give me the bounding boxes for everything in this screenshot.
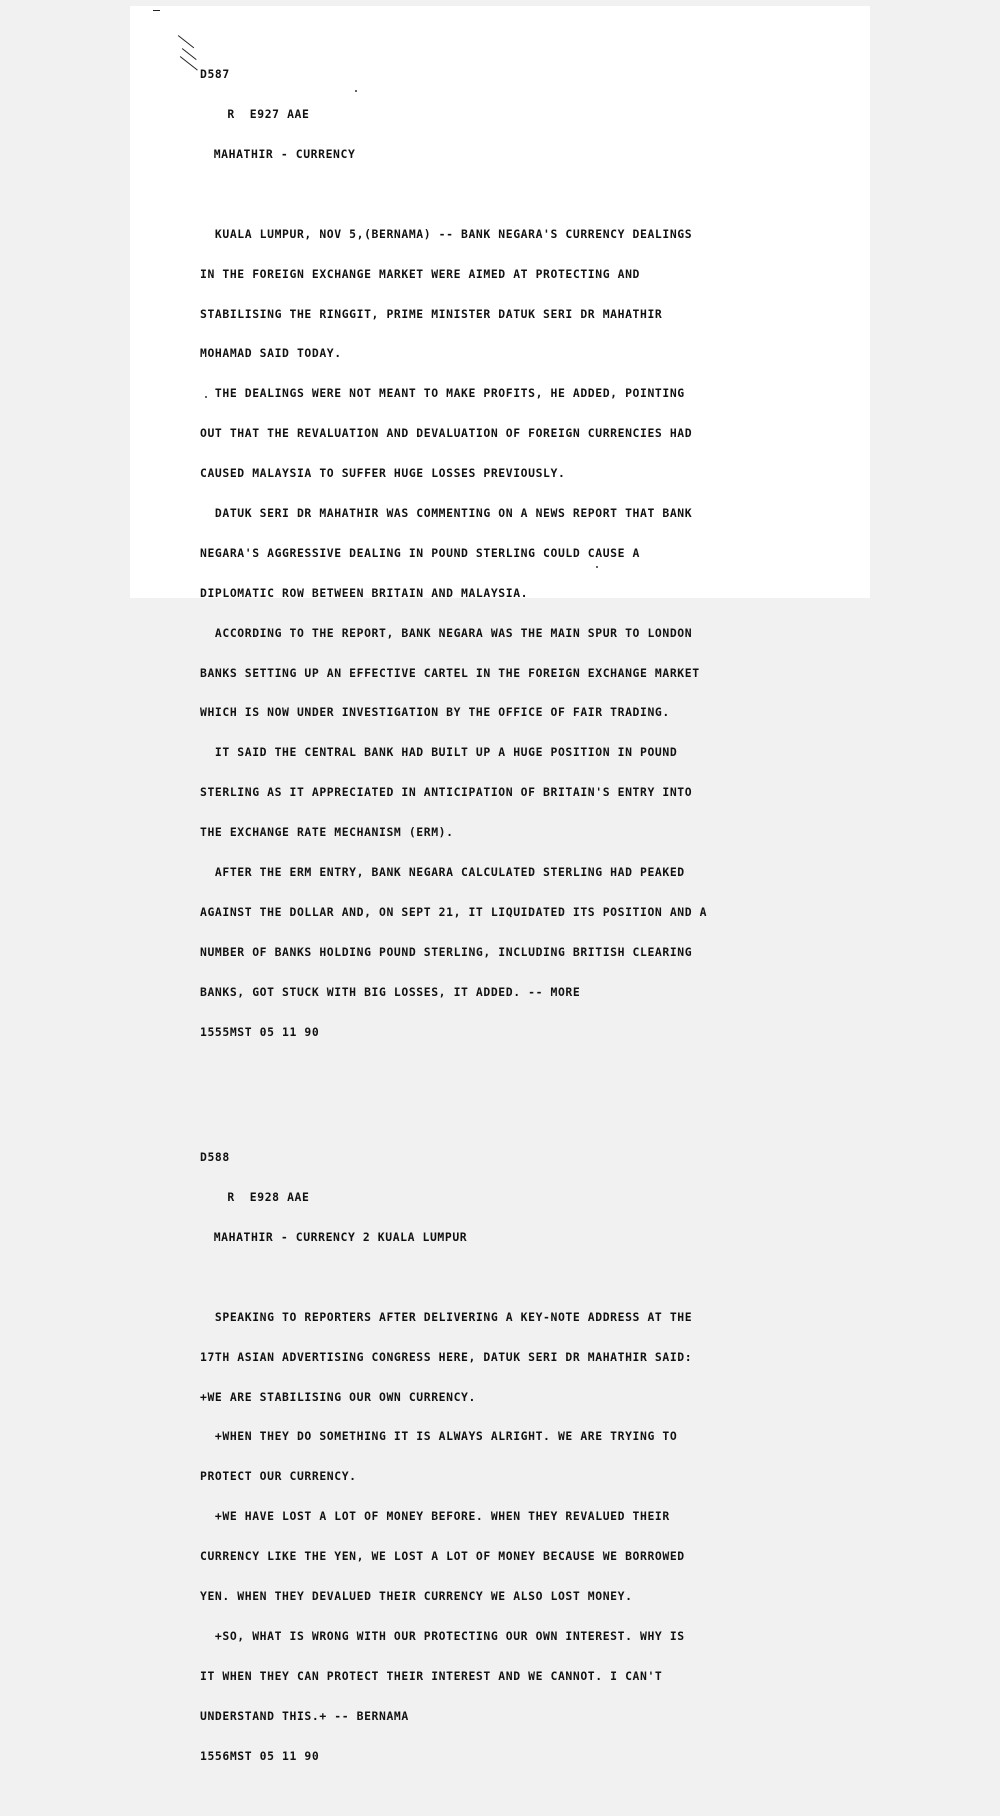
body-line: THE DEALINGS WERE NOT MEANT TO MAKE PROFITS, HE ADDED, POINTING: [200, 386, 685, 401]
body-line: 17TH ASIAN ADVERTISING CONGRESS HERE, DATUK SERI DR MAHATHIR SAID:: [200, 1349, 693, 1364]
body-line: PROTECT OUR CURRENCY.: [200, 1469, 357, 1484]
body-line: AFTER THE ERM ENTRY, BANK NEGARA CALCULATED STERLING HAD PEAKED: [200, 865, 685, 879]
timestamp: 1556MST 05 11 90: [200, 1748, 320, 1763]
body-line: KUALA LUMPUR, NOV 5,(BERNAMA) -- BANK NEGARA'S CURRENCY DEALINGS: [200, 226, 693, 241]
story-2: [200, 1125, 790, 1790]
body-line: UNDERSTAND THIS.+ -- BERNAMA: [200, 1708, 409, 1723]
body-line: NEGARA'S AGGRESSIVE DEALING IN POUND STERLING COULD CAUSE A: [200, 545, 641, 560]
body-line: IT WHEN THEY CAN PROTECT THEIR INTEREST AND WE CANNOT. I CAN'T: [200, 1668, 663, 1683]
body-line: STABILISING THE RINGGIT, PRIME MINISTER DATUK SERI DR MAHATHIR: [200, 306, 663, 321]
body-line: CAUSED MALAYSIA TO SUFFER HUGE LOSSES PREVIOUSLY.: [200, 466, 566, 481]
body-line: OUT THAT THE REVALUATION AND DEVALUATION OF FOREIGN CURRENCIES HAD: [200, 426, 693, 441]
body-line: AGAINST THE DOLLAR AND, ON SEPT 21, IT LIQUIDATED ITS POSITION AND A: [200, 904, 708, 919]
body-line: MOHAMAD SAID TODAY.: [200, 346, 342, 361]
story-id: D587: [200, 67, 230, 82]
body-line: +WE ARE STABILISING OUR OWN CURRENCY.: [200, 1389, 476, 1404]
body-line: +WE HAVE LOST A LOT OF MONEY BEFORE. WHEN THEY REVALUED THEIR: [200, 1509, 670, 1524]
body-line: CURRENCY LIKE THE YEN, WE LOST A LOT OF MONEY BECAUSE WE BORROWED: [200, 1549, 685, 1564]
routing-code: R E927 AAE: [227, 107, 310, 122]
body-line: DIPLOMATIC ROW BETWEEN BRITAIN AND MALAYSIA.: [200, 585, 529, 600]
story-id: D588: [200, 1150, 230, 1165]
body-line: IT SAID THE CENTRAL BANK HAD BUILT UP A HUGE POSITION IN POUND: [200, 745, 678, 760]
body-line: +WHEN THEY DO SOMETHING IT IS ALWAYS ALRIGHT. WE ARE TRYING TO: [200, 1429, 678, 1444]
scan-mark: [153, 10, 160, 11]
body-line: YEN. WHEN THEY DEVALUED THEIR CURRENCY WE ALSO LOST MONEY.: [200, 1589, 633, 1604]
body-line: BANKS SETTING UP AN EFFECTIVE CARTEL IN THE FOREIGN EXCHANGE MARKET: [200, 665, 700, 680]
wire-document: [200, 15, 790, 1816]
body-line: WHICH IS NOW UNDER INVESTIGATION BY THE OFFICE OF FAIR TRADING.: [200, 705, 670, 720]
story-slug: MAHATHIR - CURRENCY 2 KUALA LUMPUR: [213, 1230, 468, 1245]
body-line: +SO, WHAT IS WRONG WITH OUR PROTECTING OUR OWN INTEREST. WHY IS: [200, 1628, 685, 1643]
story-slug: MAHATHIR - CURRENCY: [213, 146, 356, 161]
body-line: STERLING AS IT APPRECIATED IN ANTICIPATION OF BRITAIN'S ENTRY INTO: [200, 785, 693, 800]
body-line: ACCORDING TO THE REPORT, BANK NEGARA WAS THE MAIN SPUR TO LONDON: [200, 625, 693, 640]
timestamp: 1555MST 05 11 90: [200, 1024, 320, 1039]
body-line: IN THE FOREIGN EXCHANGE MARKET WERE AIMED AT PROTECTING AND: [200, 266, 641, 281]
story-1: [200, 42, 790, 1066]
body-line: DATUK SERI DR MAHATHIR WAS COMMENTING ON A NEWS REPORT THAT BANK: [200, 505, 693, 520]
body-line: BANKS, GOT STUCK WITH BIG LOSSES, IT ADDED. -- MORE: [200, 984, 581, 999]
body-line: NUMBER OF BANKS HOLDING POUND STERLING, INCLUDING BRITISH CLEARING: [200, 944, 693, 959]
body-line: THE EXCHANGE RATE MECHANISM (ERM).: [200, 825, 454, 840]
routing-code: R E928 AAE: [227, 1190, 310, 1205]
body-line: SPEAKING TO REPORTERS AFTER DELIVERING A KEY-NOTE ADDRESS AT THE: [200, 1309, 693, 1324]
